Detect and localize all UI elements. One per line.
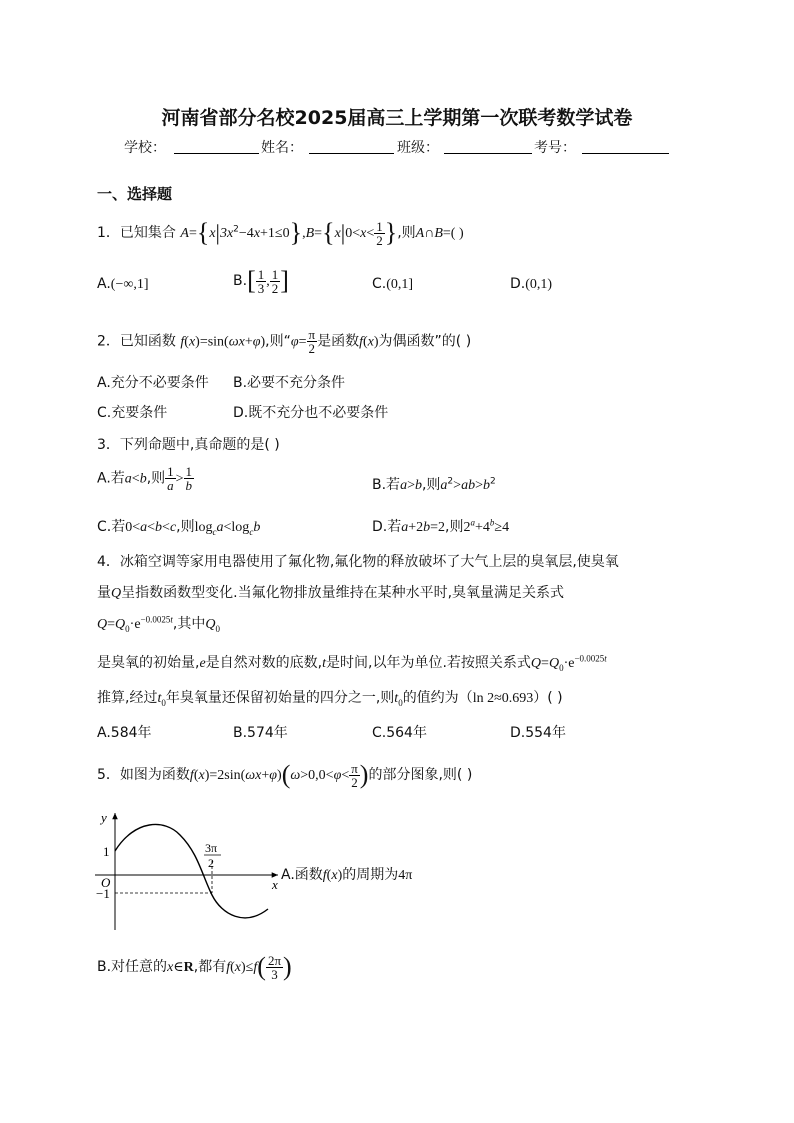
question-5-option-b[interactable]: B.对任意的x∈R,都有f(x)≤f( $\frac{2\pi}{3}$ ) bbox=[97, 952, 292, 982]
sine-graph-figure bbox=[90, 805, 290, 935]
name-blank bbox=[309, 153, 394, 154]
question-3-stem: 3．下列命题中,真命题的是( ) bbox=[97, 437, 280, 453]
question-1-option-d[interactable]: D.(0,1) bbox=[510, 276, 553, 292]
question-2-option-b[interactable]: B.必要不充分条件 bbox=[233, 375, 346, 391]
question-4-line-5: 推算,经过$t_0$年臭氧量还保留初始量的四分之一,则$t_0$的值约为（ln 2≈0.693）( ) bbox=[97, 690, 563, 708]
class-label: 班级： bbox=[397, 140, 439, 156]
question-4-option-c[interactable]: C.564年 bbox=[372, 725, 427, 741]
y-label: y bbox=[101, 810, 107, 825]
question-5-stem: 5．如图为函数f(x)=2sin(ωx+φ)(ω>0,0<φ< $\frac{\pi}{2}$ )的部分图象,则( ) bbox=[97, 760, 473, 790]
question-1-stem: 1．已知集合 $A=\{x|3x^2-4x+1\le 0\},B=\{x|0<x<$ $\frac{1}{2}$ },则A∩B=( ) bbox=[97, 218, 464, 248]
question-4-option-b[interactable]: B.574年 bbox=[233, 725, 288, 741]
origin-label: O bbox=[101, 875, 111, 890]
section-heading: 一、选择题 bbox=[97, 185, 173, 203]
sine-curve bbox=[115, 824, 268, 917]
question-4-line-1: 4．冰箱空调等家用电器使用了氟化物,氟化物的释放破坏了大气上层的臭氧层,使臭氧 bbox=[97, 554, 619, 570]
frac-denominator: 2 bbox=[208, 856, 214, 870]
exam-number-label: 考号： bbox=[534, 140, 576, 156]
question-4-line-2: 量Q呈指数函数型变化.当氟化物排放量维持在某种水平时,臭氧量满足关系式 bbox=[97, 585, 565, 601]
question-2-option-c[interactable]: C.充要条件 bbox=[97, 405, 168, 421]
question-4-option-a[interactable]: A.584年 bbox=[97, 725, 152, 741]
x-label: x bbox=[272, 877, 278, 892]
tick-label-minus-1: −1 bbox=[96, 886, 110, 901]
question-4-option-d[interactable]: D.554年 bbox=[510, 725, 566, 741]
class-blank bbox=[444, 153, 532, 154]
question-4-line-4: 是臭氧的初始量,e是自然对数的底数,t是时间,以年为单位.若按照关系式$Q=Q_0\cdot e^{-0.0025t}$ bbox=[97, 653, 607, 673]
question-3-option-d[interactable]: D.若a+2b=2,则$2^a+4^b\ge 4$ bbox=[372, 517, 510, 535]
question-2-stem: 2．已知函数 f(x)=sin(ωx+φ),则“φ= $\frac{\pi}{2}$ 是函数f(x)为偶函数”的( ) bbox=[97, 327, 472, 356]
page-title: 河南省部分名校2025届高三上学期第一次联考数学试卷 bbox=[161, 107, 633, 129]
question-5-option-a[interactable]: A.函数f(x)的周期为4π bbox=[281, 867, 413, 883]
question-3-option-c[interactable]: C.若0<a<b<c,则$\log_ca<\log_cb$ bbox=[97, 519, 261, 537]
name-label: 姓名： bbox=[261, 140, 303, 156]
frac-numerator: 3π bbox=[205, 841, 218, 855]
question-4-line-3: $Q=Q_0\cdot e^{-0.0025t}$,其中$Q_0$ bbox=[97, 614, 220, 634]
question-1-option-b[interactable]: B.[ $\frac{1}{3}$ , $\frac{1}{2}$ ] bbox=[233, 266, 289, 296]
school-label: 学校： bbox=[124, 140, 166, 156]
question-3-option-b[interactable]: B.若a>b,则$a^2>ab>b^2$ bbox=[372, 476, 496, 493]
tick-label-1: 1 bbox=[103, 844, 110, 859]
exam-number-blank bbox=[582, 153, 669, 154]
question-1-option-c[interactable]: C.(0,1] bbox=[372, 276, 414, 292]
question-1-option-a[interactable]: A.(−∞,1] bbox=[97, 276, 149, 292]
school-blank bbox=[174, 153, 259, 154]
question-3-option-a[interactable]: A.若a<b,则 $\frac{1}{a}$ > $\frac{1}{b}$ bbox=[97, 464, 193, 493]
question-2-option-d[interactable]: D.既不充分也不必要条件 bbox=[233, 405, 389, 421]
question-2-option-a[interactable]: A.充分不必要条件 bbox=[97, 375, 209, 391]
